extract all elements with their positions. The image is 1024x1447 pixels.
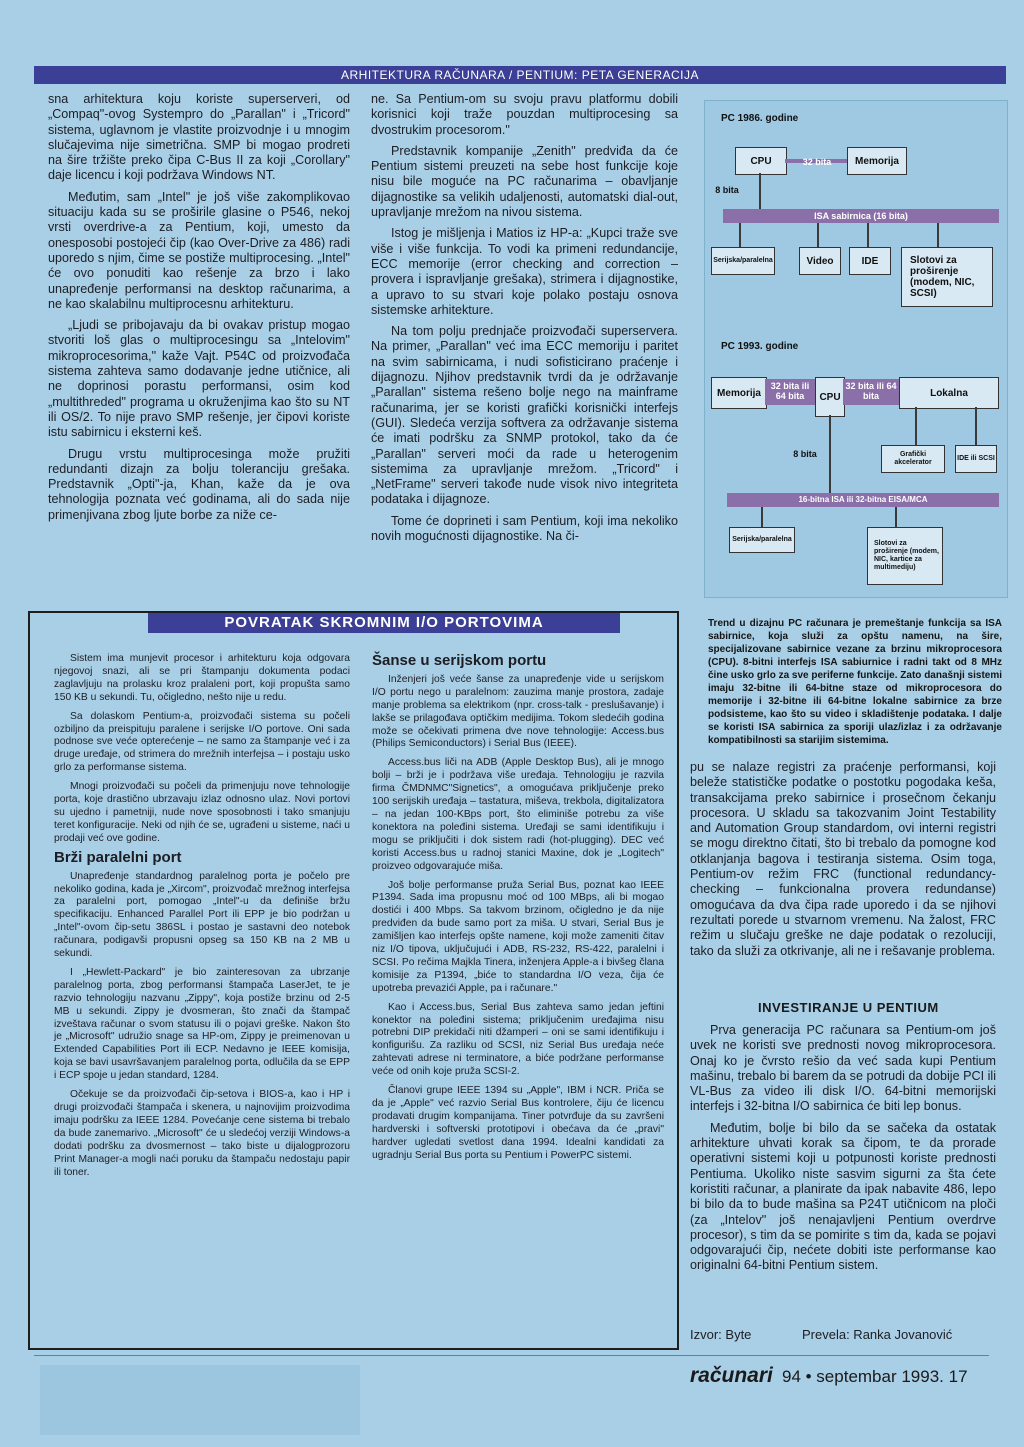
memory-box-1993: Memorija: [711, 377, 767, 409]
article-credits: [690, 1327, 996, 1342]
article-column-3: [690, 760, 996, 965]
paragraph: sna arhitektura koju koriste superserveri, od „Compaq"-ovog Systempro do „Parallan" i „Tricord" sistema, uglavnom je vlastite proizvodnje i u mnogim slučajevima nije simetrična. SMP bi mogao prodreti na šire tržište preko čipa C-Bus II za koji „Corollary" daje licencu i koji podržava Windows NT.: [48, 92, 350, 183]
paragraph: pu se nalaze registri za praćenje performansi, koji beleže statističke podatke o postotku pogodaka keša, transakcijama preko sabirnice i prosečnom čekanju procesora. U skladu sa takozvanim Joint Testability and Automation Group standardom, ovi interni registri se mogu direktno čitati, što bi trebalo da pomogne kod otklanjanja bagova i testiranja sistema. Osim toga, Pentium-ov režim FRC (functional redundancy-checking – funkcionalna provera redundanse) omogućava da dva čipa rade uporedo i da se njihovi rezultati porede u stvarnom vremenu. Na žalost, FRC režim u slučaju greške ne daje podatak o rezoluciji, tako da služi za otkrivanje, ali ne i rešavanje problema.: [690, 760, 996, 958]
connector-line: [759, 173, 761, 209]
article-column-2: [371, 92, 678, 550]
article-column-3-continued: [690, 1023, 996, 1280]
isa-bus-1986: ISA sabirnica (16 bita): [723, 209, 999, 223]
io-ports-sidebar: [28, 611, 679, 1350]
sidebar-title: POVRATAK SKROMNIM I/O PORTOVIMA: [148, 613, 620, 633]
diagram-title-1986: PC 1986. godine: [721, 113, 799, 124]
paragraph: Predstavnik kompanije „Zenith" predviđa da će Pentium sistemi preuzeti na sebe host funkcije koje nisu bile moguće na PC računarima – obavljanje dijagnostike sa velikih udaljenosti, automatski dial-out, upravljanje mrežom na nivou sistema.: [371, 143, 678, 220]
translator-credit: Prevela: Ranka Jovanović: [802, 1327, 953, 1342]
sidebar-right-column: [372, 652, 664, 1169]
paragraph: Unapređenje standardnog paralelnog porta je počelo pre nekoliko godina, kada je „Xircom", proizvođač mrežnog interfejsa za paralelni port, pomogao „Intel"-u da definiše bržu specifikaciju. Enhanced Parallel Port ili EPP je bio podržan u „Intel"-ovom čip-setu 386SL i postao je sastavni deo notebok računara, podigavši propusni opseg sa 150 KB na 2 MB u sekundi.: [54, 870, 350, 960]
diagram-title-1993: PC 1993. godine: [721, 341, 799, 352]
issue-date-page: 94 • septembar 1993. 17: [782, 1367, 968, 1386]
paragraph: Međutim, bolje bi bilo da se sačeka da ostatak arhitekture uhvati korak sa čipom, te da prorade operativni sistemi koji u potpunosti koriste prednosti Pentiuma. Ukoliko niste sasvim sigurni za šta ćete koristiti računar, a planirate da ipak nabavite 486, lepo bi bilo da to bude mašina sa P24T utičnicom na ploči (za „Intelov" još nenajavljeni Pentium overdrve procesor), s tim da se pomirite s tim da, kada se pojavi odgovarajući čip, nećete dobiti iste performanse kao originalni 64-bitni Pentium sistem.: [690, 1120, 996, 1273]
connector-line: [975, 407, 977, 445]
paragraph: ne. Sa Pentium-om su svoju pravu platformu dobili korisnici koji traže pouzdan multiprocesing sa dvostrukim procesorom.": [371, 92, 678, 137]
connector-line: [915, 407, 917, 445]
paragraph: Kao i Access.bus, Serial Bus zahteva samo jedan jeftini konektor na poleđini sistema; priključenim uređajima nisu potrebni DIP prekidači niti džamperi – oni se sami identifikuju i konfigurišu. Za razliku od SCSI, niz Serial Bus uređaja neće zahtevati adrese ni terminatore, a biće podržane performanse veće od onih koje pruža SCSI-2.: [372, 1001, 664, 1078]
serial-parallel-box-1986: Serijska/paralelna: [711, 247, 775, 275]
expansion-slots-box-1986: Slotovi za proširenje (modem, NIC, SCSI): [901, 247, 993, 307]
ide-box-1986: IDE: [849, 247, 891, 275]
connector-line: [739, 223, 741, 247]
connector-line: [867, 223, 869, 247]
running-title: ARHITEKTURA RAČUNARA / PENTIUM: PETA GENERACIJA: [34, 66, 1006, 84]
paragraph: Još bolje performanse pruža Serial Bus, poznat kao IEEE P1394. Sada ima propusnu moć od 100 MBps, ali bi mogao dostići i 400 Mbps. Sa takvom brzinom, očigledno je da nije predviđen da bude samo port za miša. U stvari, Serial Bus je zamišljen kao interfejs opšte namene, koji može zameniti čitav niz I/O tipova, uključujući i ADB, RS-232, RS-422, paralelni i SCSI. Po rečima Majkla Tinera, inženjera Apple-a i bivšeg člana komisije za P1394, „biće to standardna I/O veza, čija će upotreba prevazići Apple, pa i računare.": [372, 879, 664, 994]
memory-box-1986: Memorija: [847, 147, 907, 175]
local-bus-box: Lokalna: [899, 377, 999, 409]
connector-line: [817, 223, 819, 247]
paragraph: Istog je mišljenja i Matios iz HP-a: „Kupci traže sve više i više funkcija. To vodi ka primeni redundancije, ECC memorije (error checking and correction – provera i ispravljanje grešaka), strimera i dijagnostike, a upravo to su stvari koje polako postaju osnova sistemske arhitekture.: [371, 226, 678, 317]
expansion-slots-box-1993: Slotovi za proširenje (modem, NIC, kartice za multimediju): [867, 527, 943, 585]
local-link-label: 32 bita ili 64 bita: [845, 381, 897, 401]
magazine-name: računari: [690, 1364, 773, 1387]
paragraph: I „Hewlett-Packard" je bio zainteresovan za ubrzanje paralelnog porta, zbog performansi štampača LaserJet, te je razvio tehnologiju nazvanu „Zippy", koja postiže brzinu od 2-5 MB u sekundi. Zippy je dvosmeran, što znači da štampač izveštava računar o svom statusu ili o pojavi greške. Nakon što je „Microsoft" udružio snage sa HP-om, Zippy je preimenovan u Extended Capabilities Port ili ECP. Nedavno je IEEE komisija, koja se bavi usavršavanjem paralelnog porta, odlučila da se EPP i ECP spoje u jedan standard, 1284.: [54, 966, 350, 1082]
paragraph: „Ljudi se pribojavaju da bi ovakav pristup mogao stvoriti loš glas o multiprocesingu sa „Intelovim" mikroprocesorima," kaže Vajt. P54C od proizvođača sistema zahteva samo dodavanje jedne utičnice, ali ne doprinosi porastu performansi, osim kod „multithreded" programa u okruženjima kao što su NT ili OS/2. To nije pravo SMP rešenje, jer čipovi koriste istu sabirnicu i eksterni keš.: [48, 318, 350, 440]
source-credit: Izvor: Byte: [690, 1327, 752, 1342]
connector-line: [895, 507, 897, 527]
connector-line: [937, 223, 939, 247]
paragraph: Sistem ima munjevit procesor i arhitekturu koja odgovara njegovoj snazi, ali se pri štampanju dokumenta podaci zaglavljuju na prolasku kroz pralaleni port, koji propušta samo 150 KB u sekundi. Tu, očigledno, nešto nije u redu.: [54, 653, 350, 703]
section-heading-investing: INVESTIRANJE U PENTIUM: [758, 1000, 939, 1015]
paragraph: Sa dolaskom Pentium-a, proizvođači sistema su počeli ozbiljno da preispituju paralene i serijske I/O portove. Oni sada podnose sve veće opterećenje – ne samo za štampanje već i za druge uređaje, od strimera do mrežnih interfejsa – i postaju usko grlo za performanse sistema.: [54, 710, 350, 774]
cpu-box-1986: CPU: [735, 147, 787, 175]
article-column-1: [48, 92, 350, 529]
graphics-accelerator-box: Grafički akcelerator: [881, 445, 945, 473]
paragraph: Prva generacija PC računara sa Pentium-om još uvek ne koristi sve prednosti novog mikroprocesora. Onaj ko je čvrsto rešio da već sada kupi Pentium mašinu, trebalo bi barem da se potrudi da dobije PCI ili VL-Bus za video ili disk I/O. 64-bitni memorijski interfejs i 32-bitna I/O sabirnica će biti lep bonus.: [690, 1023, 996, 1114]
bleed-through-area: [40, 1365, 360, 1435]
paragraph: Članovi grupe IEEE 1394 su „Apple", IBM i NCR. Priča se da je „Apple" već razvio Serial Bus kontrolere, čiju će licencu prodavati drugim kompanijama. Tiner potvrđuje da su završeni hardverski i softverski prototipovi i obećava da će „pravi" hardver ugledati svetlost dana 1994. Idealni kandidati za ugradnju Serial Bus porta su Pentium i PowerPC sistemi.: [372, 1085, 664, 1161]
serial-parallel-box-1993: Serijska/paralelna: [729, 527, 795, 553]
subheading-serial-port: Šanse u serijskom portu: [372, 652, 547, 669]
pc-architecture-diagram: [704, 100, 1008, 598]
bus-width-label: 8 bita: [715, 185, 739, 195]
link-label-32bit: 32 bita: [802, 157, 832, 167]
sidebar-left-column: [54, 653, 350, 1185]
paragraph: Međutim, sam „Intel" je još više zakomplikovao situaciju kada su se proširile glasine o P546, nekoj vrsti overdrive-a za Pentium, koji, umesto da onesposobi postojeći čip (kao Over-Drive za 486) radi uporedo s njim, čime se postiže multiprocesing. „Intel" će ovo ponuditi kao rešenje za brzo i lako unapređenje performansi na desktop računarima, a ne kao skalabilnu multiprocesnu arhitekturu.: [48, 189, 350, 311]
cpu-box-1993: CPU: [815, 377, 845, 417]
footer-rule: [34, 1355, 989, 1356]
ide-scsi-box: IDE ili SCSI: [955, 445, 997, 473]
subheading-parallel-port: Brži paralelni port: [54, 848, 182, 866]
connector-line: [829, 415, 831, 495]
paragraph: Na tom polju prednjače proizvođači superservera. Na primer, „Parallan" već ima ECC memoriju i paritet na svim sabirnicama, i nudi sofisticirano praćenje i dijagnozu. Njihov predstavnik tvrdi da je održavanje „Parallan" sistema rešeno bolje nego na mainframe računarima, jer se koristi grafički korisnički interfejs (GUI). Sledeća verzija softvera za održavanje sistema će imati podršku za SNMP protokol, tako da će „Parallan" serveri moći da rade u heterogenim sistemima za upravljanje mrežom. „Tricord" i „NetFrame" serveri takođe nude visok nivo integriteta podataka i dijagnoze.: [371, 324, 678, 507]
bus-width-label: 8 bita: [793, 449, 817, 459]
connector-line: [761, 507, 763, 527]
video-box: Video: [799, 247, 841, 275]
isa-eisa-bus-1993: 16-bitna ISA ili 32-bitna EISA/MCA: [727, 493, 999, 507]
paragraph: Tome će doprineti i sam Pentium, koji ima nekoliko novih mogućnosti dijagnostike. Na či-: [371, 513, 678, 544]
memory-link-label: 32 bita ili 64 bita: [770, 381, 810, 401]
paragraph: Mnogi proizvođači su počeli da primenjuju nove tehnologije porta, koje drastično ubrzavaju izlaz odnosno ulaz. Novi portovi su ujedno i pametniji, nude nove sposobnosti i tako smanjuju teret konfiguracije. Neki od njih će se, ugrađeni u sisteme, naći u prodaji već ove godine.: [54, 781, 350, 844]
diagram-caption: Trend u dizajnu PC računara je premeštanje funkcija sa ISA sabirnice, koja služi za opštu namenu, na šire, specijalizovane sabirnice vezane za brzinu mikroprocesora (CPU). 8-bitni interfejs ISA sabiurnice i radni takt od 8 MHz čine usko grlo za sve periferne funkcije. Zato današnji sistemi imaju 32-bitne ili 64-bitne staze od mikroprocesora do memorije i 32-bitne ili 64-bitne lokalne sabirnice za brze podsisteme, kao što su video i skladištenje podataka. I dalje se koristi ISA sabirnica za sporiji ulaz/izlaz i za održavanje kompatibilnosti sa starijim sistemima.: [708, 618, 1002, 746]
paragraph: Drugu vrstu multiprocesinga može pružiti redundanti dizajn za bolju toleranciju grešaka. Predstavnik „Opti"-ja, Khan, kaže da je ova tehnologija poznata već godinama, ali do sada nije primenjivana zbog ljute borbe za niže ce-: [48, 446, 350, 522]
paragraph: Očekuje se da proizvođači čip-setova i BIOS-a, kao i HP i drugi proizvođači štampača i skenera, u najnovijim proizvodima imaju podršku za IEEE 1284. Povećanje cene sistema bi trebalo da bude zanemarivo. „Microsoft" će u sledećoj verziji Windows-a dodati podršku za dvosmernost – tako biste u dijalogprozoru Print Manager-a mogli naći poruku da štampaču nedostaju papir ili toner.: [54, 1089, 350, 1178]
paragraph: Inženjeri još veće šanse za unapređenje vide u serijskom I/O portu nego u paralelnom: zauzima manje prostora, zadaje manje problema sa elektrikom (npr. cross-talk - preslušavanje) i lakše se prilagođava optičkim medijima. Tokom sledećih godina može se očekivati primena dve nove tehnologije: Access.bus (Philips Semiconductors) i Serial Bus (IEEE).: [372, 673, 664, 750]
paragraph: Access.bus liči na ADB (Apple Desktop Bus), ali je mnogo bolji – brži je i podržava više uređaja. Tehnologiju je razvila firma ČMDNMC"Signetics", a omogućava priključenje preko 100 serijskih uređaja – tastatura, miševa, trekbola, digitalizatora – na jedan 100-KBps port, što eliminiše potrebu za više konektora na poleđini sistema. Uređaji se sami identifikuju i mogu se priključiti i dok sistem radi (hot-plugging). DEC već koristi Access.bus u radnoj stanici Maxine, dok je „Logitech" proizveo odgovarajuće miša.: [372, 757, 664, 872]
